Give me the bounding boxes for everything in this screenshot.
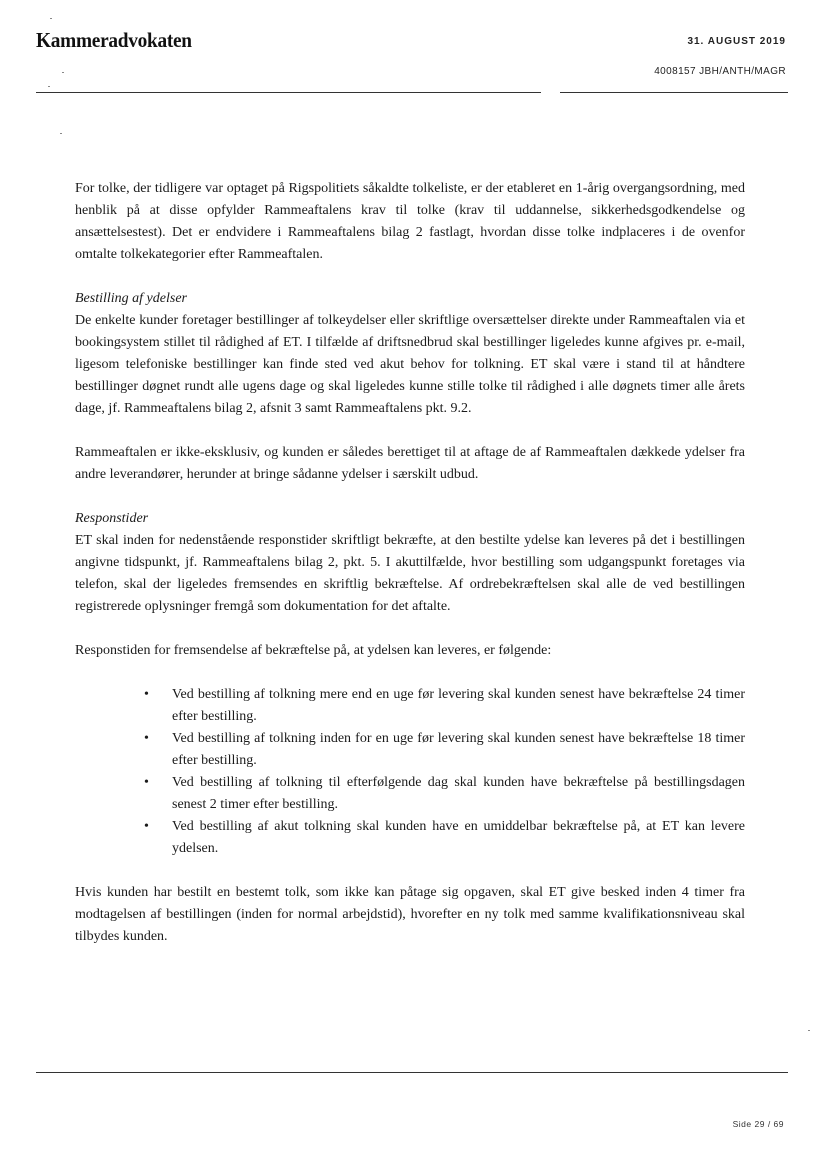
scan-speck	[60, 133, 62, 134]
bullet-icon: •	[144, 819, 149, 834]
bullet-icon: •	[144, 731, 149, 746]
response-intro: Responstiden for fremsendelse af bekræftelse på, at ydelsen kan leveres, er følgende:	[75, 643, 552, 658]
list-item-text: Ved bestilling af akut tolkning skal kunden have en umiddelbar bekræftelse på, at ET kan levere ydelsen.	[172, 819, 745, 856]
intro-paragraph: For tolke, der tidligere var optaget på Rigspolitiets såkaldte tolkeliste, er der etableret en 1-årig overgangsordning, med henblik på at disse opfylder Rammeaftalens krav til tolke (krav til uddannelse, sikkerhedsgodkendelse og ansættelsestest). Det er endvidere i Rammeaftalens bilag 2 fastlagt, hvordan disse tolke indplaceres i de ovenfor omtalte tolkekategorier efter Rammeaftalen.	[75, 181, 745, 262]
scan-speck	[808, 1030, 810, 1031]
logo: Kammeradvokaten	[36, 28, 192, 52]
page-number: Side 29 / 69	[732, 1119, 784, 1129]
response-heading: Responstider	[75, 511, 149, 526]
footer-divider	[36, 1072, 788, 1073]
list-item	[144, 684, 745, 728]
nonexclusive-paragraph: Rammeaftalen er ikke-eksklusiv, og kunden er således berettiget til at aftage de af Rammeaftalen dækkede ydelser fra andre leverandører, herunder at bringe sådanne ydelser i særskilt udbud.	[75, 445, 745, 482]
response-paragraph: ET skal inden for nedenstående responstider skriftligt bekræfte, at den bestilte ydelse kan leveres på det i bestillingen angivne tidspunkt, jf. Rammeaftalens bilag 2, pkt. 5. I akuttilfælde, hvor bestilling som udgangspunkt foretages via telefon, skal der ligeledes fremsendes en skriftlig bekræftelse. Af ordrebekræftelsen skal alle de ved bestillingen registrerede oplysninger fremgå som dokumentation for det aftalte.	[75, 533, 745, 614]
closing-paragraph: Hvis kunden har bestilt en bestemt tolk, som ikke kan påtage sig opgaven, skal ET give besked inden 4 timer fra modtagelsen af bestillingen (inden for normal arbejdstid), hvorefter en ny tolk med samme kvalifikationsniveau skal tilbydes kunden.	[75, 885, 745, 944]
header-divider-left	[36, 92, 541, 93]
response-times-list	[75, 684, 745, 860]
bullet-icon: •	[144, 687, 149, 702]
list-item-text: Ved bestilling af tolkning mere end en uge før levering skal kunden senest have bekræftelse 24 timer efter bestilling.	[172, 687, 745, 724]
list-item-text: Ved bestilling af tolkning til efterfølgende dag skal kunden have bekræftelse på bestillingsdagen senest 2 timer efter bestilling.	[172, 775, 745, 812]
document-date: 31. AUGUST 2019	[687, 36, 786, 47]
list-item	[144, 772, 745, 816]
scan-speck	[50, 18, 52, 19]
list-item-text: Ved bestilling af tolkning inden for en uge før levering skal kunden senest have bekræftelse 18 timer efter bestilling.	[172, 731, 745, 768]
ordering-paragraph: De enkelte kunder foretager bestillinger af tolkeydelser eller skriftlige oversættelser direkte under Rammeaftalen via et bookingsystem stillet til rådighed af ET. I tilfælde af driftsnedbrud skal bestillinger ligeledes kunne afgives pr. e-mail, ligesom telefoniske bestillinger kan finde sted ved akut behov for tolkning. ET skal være i stand til at håndtere bestillinger døgnet rundt alle ugens dage og skal ligeledes kunne stille tolke til rådighed i alle døgnets timer alle årets dage, jf. Rammeaftalens bilag 2, afsnit 3 samt Rammeaftalens pkt. 9.2.	[75, 313, 745, 416]
list-item	[144, 728, 745, 772]
list-item	[144, 816, 745, 860]
ordering-heading: Bestilling af ydelser	[75, 291, 187, 306]
bullet-icon: •	[144, 775, 149, 790]
scan-speck	[62, 72, 64, 73]
header-divider-right	[560, 92, 788, 93]
scan-speck	[48, 86, 50, 87]
document-body	[75, 178, 745, 948]
reference-number: 4008157 JBH/ANTH/MAGR	[654, 66, 786, 77]
